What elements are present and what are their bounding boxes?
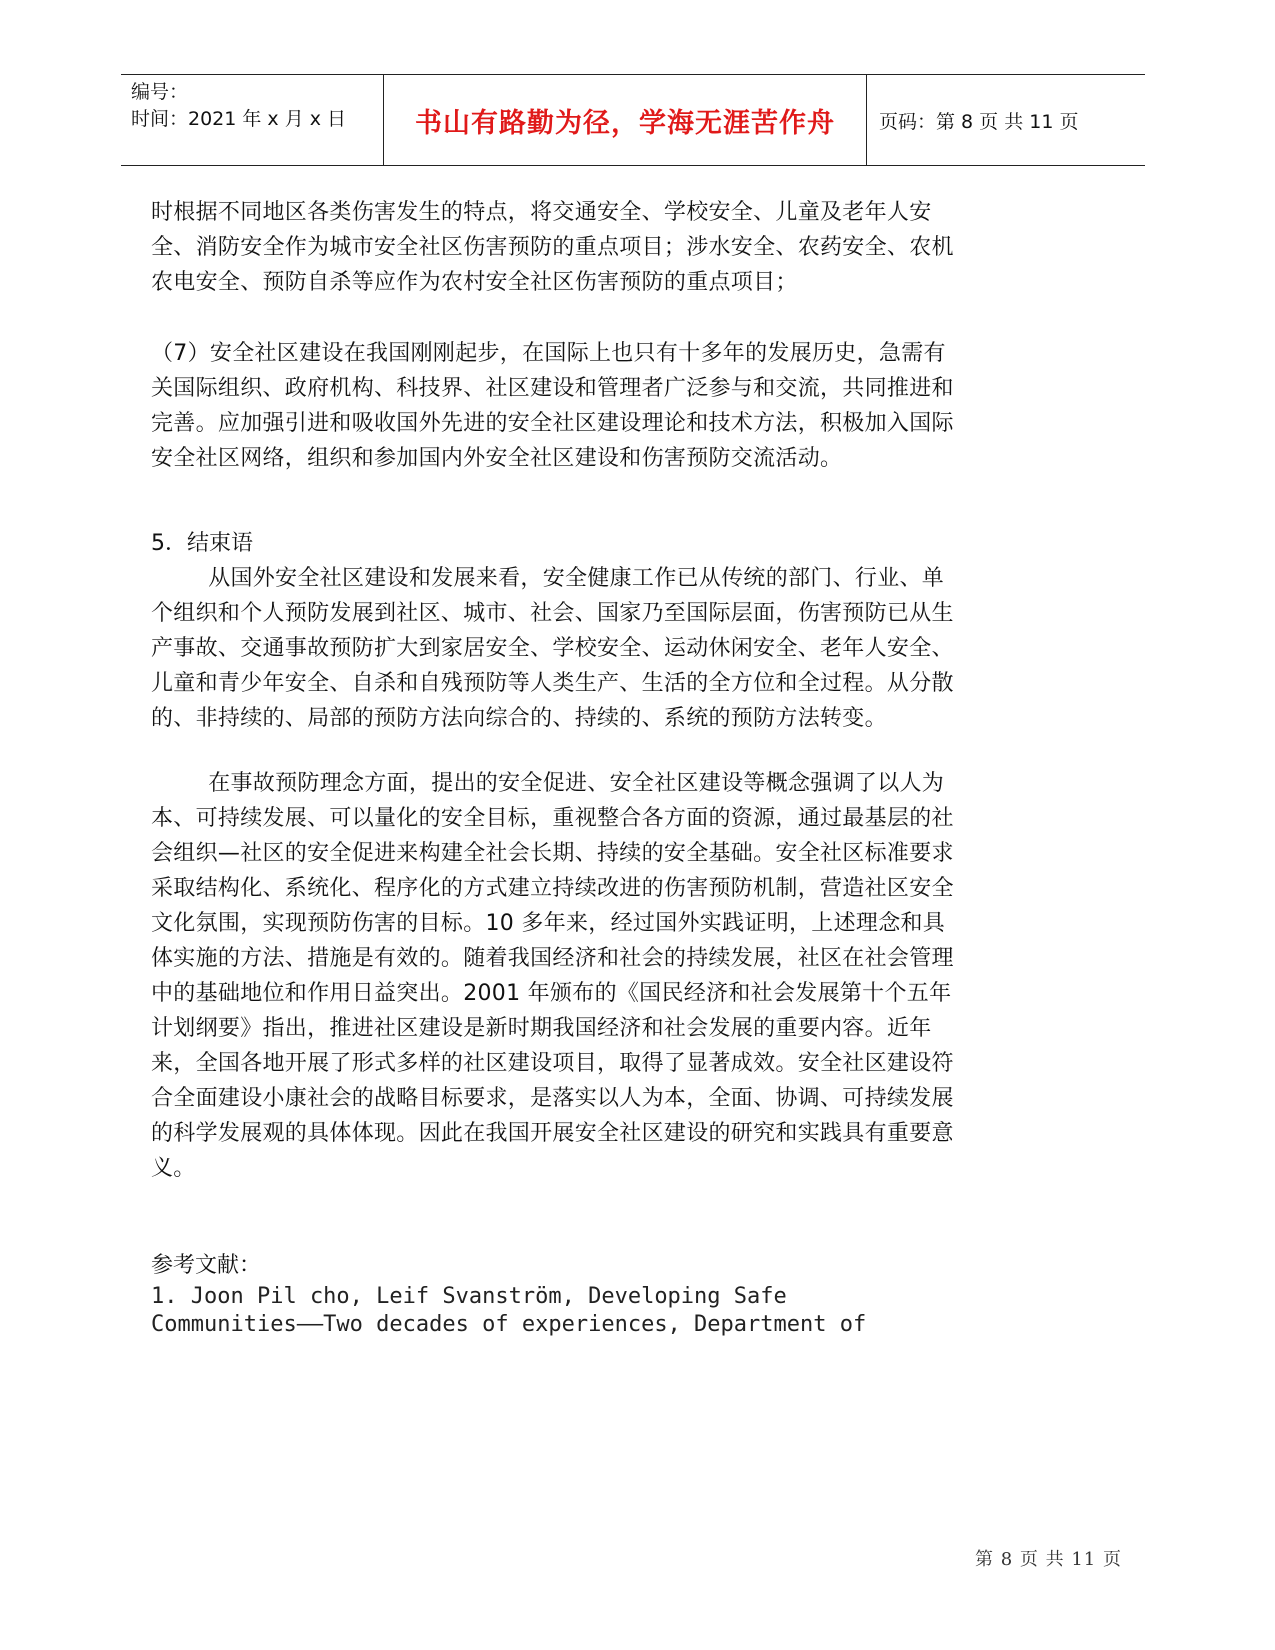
paragraph-conclusion-1: 从国外安全社区建设和发展来看，安全健康工作已从传统的部门、行业、单个组织和个人预防发展到社区、城市、社会、国家乃至国际层面，伤害预防已从生产事故、交通事故预防扩大到家居安全、学校安全、运动休闲安全、老年人安全、儿童和青少年安全、自杀和自残预防等人类生产、生活的全方位和全过程。从分散的、非持续的、局部的预防方法向综合的、持续的、系统的预防方法转变。 [151,566,954,731]
paragraph-item-7: （7）安全社区建设在我国刚刚起步，在国际上也只有十多年的发展历史，急需有关国际组织、政府机构、科技界、社区建设和管理者广泛参与和交流，共同推进和完善。应加强引进和吸收国外先进的安全社区建设理论和技术方法，积极加入国际安全社区网络，组织和参加国内外安全社区建设和伤害预防交流活动。 [151,341,954,471]
header-meta [121,75,383,165]
page-footer: 第 8 页 共 11 页 [975,1549,1122,1570]
reference-1-line-1: 1. Joon Pil cho, Leif Svanström, Developing Safe [151,1284,787,1309]
header-motto-cell [383,75,867,165]
document-time-label: 时间：2021 年 x 月 x 日 [131,108,347,130]
document-body [151,195,961,1339]
header-motto: 书山有路勤为径，学海无涯苦作舟 [415,107,835,139]
document-number-label: 编号： [131,81,189,103]
reference-1-line-2: Communities——Two decades of experiences, Department of [151,1312,867,1337]
header-page-label: 页码：第 8 页 共 11 页 [879,110,1079,133]
paragraph-injury-prevention-items: 时根据不同地区各类伤害发生的特点，将交通安全、学校安全、儿童及老年人安全、消防安全作为城市安全社区伤害预防的重点项目；涉水安全、农药安全、农机农电安全、预防自杀等应作为农村安全社区伤害预防的重点项目； [151,200,954,295]
paragraph-conclusion-2: 在事故预防理念方面，提出的安全促进、安全社区建设等概念强调了以人为本、可持续发展、可以量化的安全目标，重视整合各方面的资源，通过最基层的社会组织—社区的安全促进来构建全社会长期、持续的安全基础。安全社区标准要求采取结构化、系统化、程序化的方式建立持续改进的伤害预防机制，营造社区安全文化氛围，实现预防伤害的目标。10 多年来，经过国外实践证明，上述理念和具体实施的方法、措施是有效的。随着我国经济和社会的持续发展，社区在社会管理中的基础地位和作用日益突出。2001 年颁布的《国民经济和社会发展第十个五年计划纲要》指出，推进社区建设是新时期我国经济和社会发展的重要内容。近年来，全国各地开展了形式多样的社区建设项目，取得了显著成效。安全社区建设符合全面建设小康社会的战略目标要求，是落实以人为本，全面、协调、可持续发展的科学发展观的具体体现。因此在我国开展安全社区建设的研究和实践具有重要意义。 [151,771,954,1181]
section-title-conclusion: 5．结束语 [151,531,253,556]
page-header [121,74,1145,166]
references-title: 参考文献： [151,1253,262,1278]
header-page-cell [867,75,1145,165]
